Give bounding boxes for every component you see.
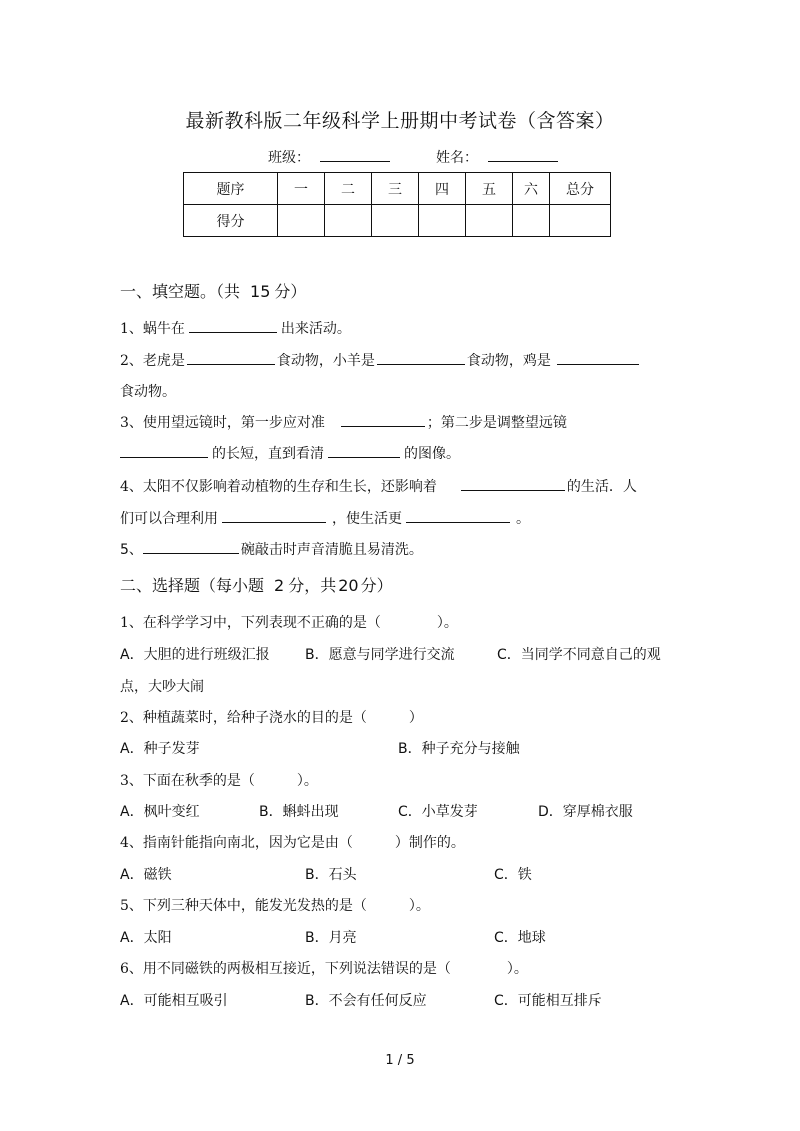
- s1-question-4-cont: [120, 508, 530, 528]
- s2q1-option-a[interactable]: A．大胆的进行班级汇报: [120, 647, 270, 663]
- s1q4-text-d: ，使生活更: [332, 511, 402, 527]
- s1q2-text-a: 2、老虎是: [120, 353, 185, 369]
- score-cell[interactable]: [466, 205, 513, 237]
- s2q4-stem: 4、指南针能指向南北，因为它是由（ ）制作的。: [120, 835, 465, 851]
- s2q1-option-c-cont: 点，大吵大闹: [120, 679, 204, 695]
- s1-question-2: [120, 350, 639, 370]
- score-header-cell: 二: [325, 173, 372, 205]
- s1q1-text-a: 1、蜗牛在: [120, 321, 185, 337]
- s1q4-text-e: 。: [516, 511, 530, 527]
- s1q3-text-a: 3、使用望远镜时，第一步应对准: [120, 415, 325, 431]
- section2-total: 20: [338, 576, 359, 595]
- name-label: 姓名：: [436, 150, 478, 166]
- s2q6-option-a[interactable]: A．可能相互吸引: [120, 993, 228, 1009]
- s2q5-option-a[interactable]: A．太阳: [120, 930, 172, 946]
- s1q3-text-c: 的长短，直到看清: [212, 446, 324, 462]
- score-table-header-row: [184, 173, 611, 205]
- page-title: 最新教科版二年级科学上册期中考试卷（含答案）: [185, 110, 615, 132]
- answer-blank[interactable]: [143, 539, 239, 554]
- s2q2-option-b[interactable]: B．种子充分与接触: [398, 741, 520, 757]
- answer-blank[interactable]: [328, 443, 400, 458]
- score-header-cell: 五: [466, 173, 513, 205]
- s2q3-stem: 3、下面在秋季的是（ ）。: [120, 773, 318, 789]
- score-header-cell: 三: [372, 173, 419, 205]
- answer-blank[interactable]: [120, 443, 208, 458]
- s2q4-option-b[interactable]: B．石头: [305, 867, 357, 883]
- class-blank[interactable]: [320, 147, 390, 162]
- score-cell[interactable]: [325, 205, 372, 237]
- s2q6-option-c[interactable]: C．可能相互排斥: [494, 993, 602, 1009]
- section2-mid: 分，共: [288, 576, 337, 595]
- name-blank[interactable]: [488, 147, 558, 162]
- s2q1-option-b[interactable]: B．愿意与同学进行交流: [305, 647, 455, 663]
- s2q4-option-c[interactable]: C．铁: [494, 867, 532, 883]
- section1-points: 15: [250, 282, 271, 301]
- s2q6-option-b[interactable]: B．不会有任何反应: [305, 993, 427, 1009]
- s2q1-stem: 1、在科学学习中，下列表现不正确的是（ ）。: [120, 615, 458, 631]
- score-table-score-row: [184, 205, 611, 237]
- section2-heading: [120, 573, 393, 596]
- score-header-cell: 总分: [550, 173, 611, 205]
- name-field: [436, 147, 558, 167]
- section1-heading-text: 一、填空题。（共: [120, 282, 241, 301]
- s1-question-3-cont: [120, 443, 460, 463]
- s1q1-text-b: 出来活动。: [280, 321, 351, 337]
- answer-blank[interactable]: [557, 350, 639, 365]
- s2q2-option-a[interactable]: A．种子发芽: [120, 741, 200, 757]
- s1q2-text-c: 食动物，鸡是: [466, 353, 551, 369]
- s1q3-text-b: ；第二步是调整望远镜: [426, 415, 567, 431]
- class-label: 班级：: [268, 150, 310, 166]
- s2q5-option-c[interactable]: C．地球: [494, 930, 546, 946]
- s2q1-option-c[interactable]: C．当同学不同意自己的观: [497, 647, 661, 663]
- class-field: [268, 147, 390, 167]
- score-cell[interactable]: [278, 205, 325, 237]
- score-row-label: 得分: [184, 205, 278, 237]
- s2q5-stem: 5、下列三种天体中，能发光发热的是（ ）。: [120, 898, 430, 914]
- s1q4-text-c: 们可以合理利用: [120, 511, 218, 527]
- s2q5-option-b[interactable]: B．月亮: [305, 930, 357, 946]
- score-header-cell: 题序: [184, 173, 278, 205]
- score-cell[interactable]: [372, 205, 419, 237]
- s2q6-stem: 6、用不同磁铁的两极相互接近，下列说法错误的是（ ）。: [120, 961, 528, 977]
- answer-blank[interactable]: [461, 476, 565, 491]
- section2-unit: 分）: [360, 576, 393, 595]
- s2q4-option-a[interactable]: A．磁铁: [120, 867, 172, 883]
- s2q3-option-d[interactable]: D．穿厚棉衣服: [538, 804, 633, 820]
- section1-unit: 分）: [274, 282, 307, 301]
- s1q3-text-d: 的图像。: [404, 446, 460, 462]
- score-cell[interactable]: [550, 205, 611, 237]
- page-number: 1 / 5: [385, 1053, 415, 1068]
- s2q3-option-c[interactable]: C．小草发芽: [398, 804, 478, 820]
- score-header-cell: 六: [513, 173, 550, 205]
- s1q5-text-b: 碗敲击时声音清脆且易清洗。: [240, 542, 423, 558]
- score-cell[interactable]: [419, 205, 466, 237]
- answer-blank[interactable]: [187, 350, 275, 365]
- answer-blank[interactable]: [341, 412, 425, 427]
- s1-question-3: [120, 412, 567, 432]
- section2-points: 2: [274, 576, 285, 595]
- score-cell[interactable]: [513, 205, 550, 237]
- score-table: [183, 172, 611, 237]
- section2-heading-text: 二、选择题（每小题: [120, 576, 265, 595]
- s1q4-text-b: 的生活．人: [566, 479, 637, 495]
- s1-question-5: 5、 碗敲击时声音清脆且易清洗。: [120, 539, 423, 559]
- section1-heading: [120, 279, 306, 302]
- answer-blank[interactable]: [222, 508, 326, 523]
- s1-question-1: [120, 318, 351, 338]
- s2q3-option-a[interactable]: A．枫叶变红: [120, 804, 200, 820]
- score-header-cell: 四: [419, 173, 466, 205]
- s1-question-4: [120, 476, 637, 496]
- score-header-cell: 一: [278, 173, 325, 205]
- answer-blank[interactable]: [377, 350, 465, 365]
- s1q2-text-d: 食动物。: [120, 384, 176, 400]
- answer-blank[interactable]: [406, 508, 510, 523]
- s1q2-text-b: 食动物，小羊是: [276, 353, 375, 369]
- s2q3-option-b[interactable]: B．蝌蚪出现: [259, 804, 339, 820]
- answer-blank[interactable]: [189, 318, 277, 333]
- s1q4-text-a: 4、太阳不仅影响着动植物的生存和生长，还影响着: [120, 479, 437, 495]
- s2q2-stem: 2、种植蔬菜时，给种子浇水的目的是（ ）: [120, 710, 423, 726]
